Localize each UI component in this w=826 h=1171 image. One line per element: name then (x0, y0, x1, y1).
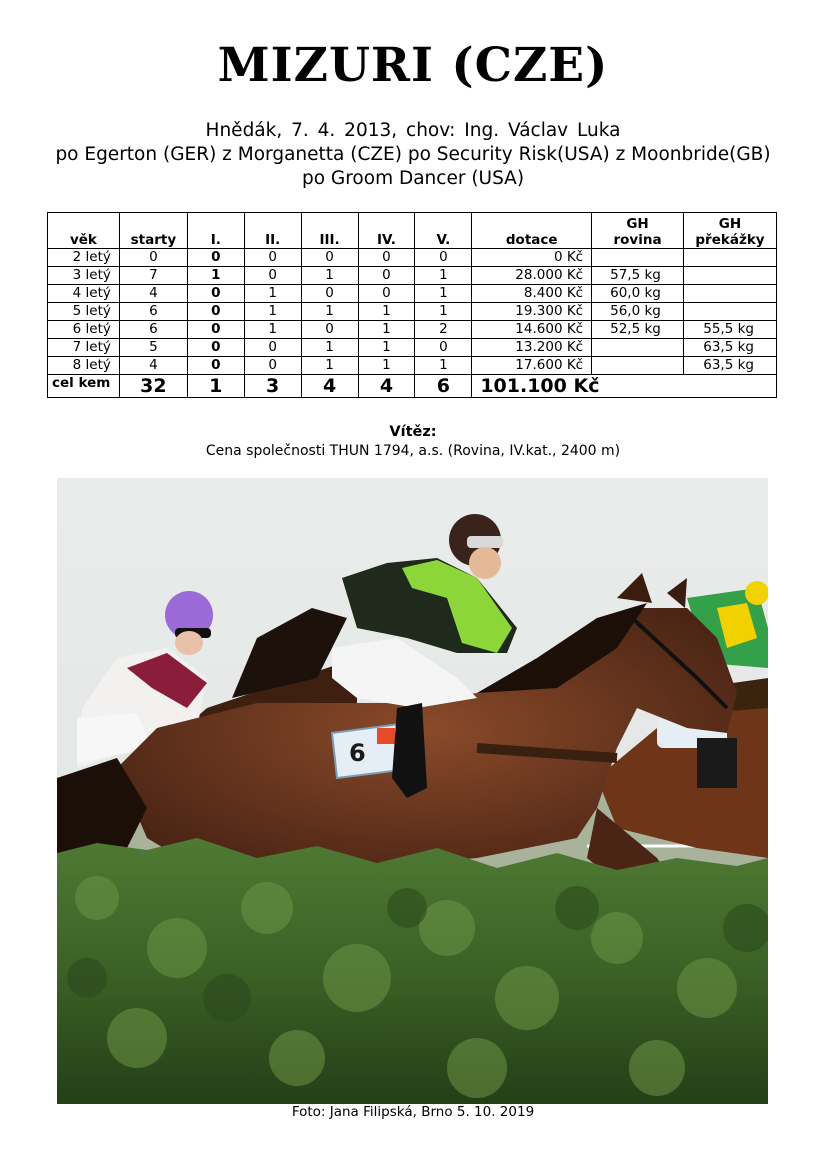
row-money: 0 Kč (472, 249, 592, 267)
header-third: III. (301, 213, 358, 249)
row-age: 8 letý (48, 357, 120, 375)
row-second: 0 (244, 357, 301, 375)
row-gh-flat: 60,0 kg (592, 285, 684, 303)
row-gh-jump: 63,5 kg (683, 357, 776, 375)
row-fourth: 1 (358, 321, 415, 339)
table-row (48, 249, 777, 267)
row-first: 0 (187, 285, 244, 303)
row-second: 0 (244, 339, 301, 357)
row-first: 0 (187, 357, 244, 375)
row-starts: 4 (119, 357, 187, 375)
row-starts: 6 (119, 321, 187, 339)
table-row (48, 267, 777, 285)
row-starts: 6 (119, 303, 187, 321)
row-fifth: 1 (415, 267, 472, 285)
row-gh-flat: 57,5 kg (592, 267, 684, 285)
row-gh-jump: 55,5 kg (683, 321, 776, 339)
row-third: 0 (301, 249, 358, 267)
row-second: 0 (244, 249, 301, 267)
row-starts: 4 (119, 285, 187, 303)
row-fifth: 1 (415, 285, 472, 303)
row-second: 0 (244, 267, 301, 285)
header-fourth: IV. (358, 213, 415, 249)
row-money: 19.300 Kč (472, 303, 592, 321)
table-row (48, 357, 777, 375)
row-age: 2 letý (48, 249, 120, 267)
winner-heading: Vítěz: (389, 424, 437, 440)
row-gh-flat (592, 339, 684, 357)
row-starts: 0 (119, 249, 187, 267)
total-second: 3 (244, 375, 301, 398)
row-first: 0 (187, 321, 244, 339)
pedigree-line: po Egerton (GER) z Morganetta (CZE) po Security Risk(USA) z Moonbride(GB) (55, 144, 771, 165)
horse-name-title: MIZURI (CZE) (217, 38, 609, 93)
row-third: 1 (301, 357, 358, 375)
total-fifth: 6 (415, 375, 472, 398)
row-starts: 5 (119, 339, 187, 357)
table-row (48, 285, 777, 303)
race-record-table (47, 212, 777, 398)
total-fourth: 4 (358, 375, 415, 398)
total-first: 1 (187, 375, 244, 398)
row-second: 1 (244, 285, 301, 303)
row-gh-flat: 52,5 kg (592, 321, 684, 339)
header-gh-flat (592, 213, 684, 249)
row-age: 6 letý (48, 321, 120, 339)
row-fourth: 1 (358, 339, 415, 357)
row-gh-flat: 56,0 kg (592, 303, 684, 321)
row-first: 0 (187, 249, 244, 267)
winner-race: Cena společnosti THUN 1794, a.s. (Rovina, IV.kat., 2400 m) (205, 443, 621, 459)
row-gh-jump (683, 249, 776, 267)
race-photo (57, 478, 768, 1104)
total-third: 4 (301, 375, 358, 398)
row-money: 17.600 Kč (472, 357, 592, 375)
row-fifth: 0 (415, 339, 472, 357)
header-money: dotace (472, 213, 592, 249)
row-age: 4 letý (48, 285, 120, 303)
header-starts: starty (119, 213, 187, 249)
header-first: I. (187, 213, 244, 249)
row-fourth: 0 (358, 267, 415, 285)
header-second: II. (244, 213, 301, 249)
row-gh-flat (592, 357, 684, 375)
row-first: 0 (187, 339, 244, 357)
breeding-info: Hnědák, 7. 4. 2013, chov: Ing. Václav Luka (205, 120, 621, 141)
row-fifth: 0 (415, 249, 472, 267)
row-fourth: 0 (358, 249, 415, 267)
header-gh-jump-line1: GH (718, 216, 742, 232)
total-starts: 32 (119, 375, 187, 398)
table-row (48, 321, 777, 339)
row-money: 28.000 Kč (472, 267, 592, 285)
table-row (48, 339, 777, 357)
header-gh-jump (683, 213, 776, 249)
header-gh-flat-line2: rovina (613, 232, 662, 248)
total-label: cel kem (48, 375, 120, 398)
row-fifth: 1 (415, 357, 472, 375)
header-fifth: V. (415, 213, 472, 249)
steeplechase-photo-illustration (57, 478, 768, 1104)
row-age: 5 letý (48, 303, 120, 321)
row-second: 1 (244, 303, 301, 321)
row-third: 1 (301, 303, 358, 321)
row-starts: 7 (119, 267, 187, 285)
row-money: 13.200 Kč (472, 339, 592, 357)
row-money: 8.400 Kč (472, 285, 592, 303)
row-gh-jump (683, 267, 776, 285)
row-first: 0 (187, 303, 244, 321)
row-third: 1 (301, 339, 358, 357)
row-gh-jump (683, 285, 776, 303)
total-money: 101.100 Kč (472, 375, 777, 398)
row-first: 1 (187, 267, 244, 285)
pedigree-line-continued: po Groom Dancer (USA) (301, 168, 525, 189)
photo-caption: Foto: Jana Filipská, Brno 5. 10. 2019 (291, 1104, 535, 1120)
header-age: věk (48, 213, 120, 249)
row-third: 1 (301, 267, 358, 285)
row-fifth: 2 (415, 321, 472, 339)
row-age: 3 letý (48, 267, 120, 285)
row-third: 0 (301, 321, 358, 339)
row-money: 14.600 Kč (472, 321, 592, 339)
row-second: 1 (244, 321, 301, 339)
saddle-number: 6 (349, 739, 366, 767)
row-third: 0 (301, 285, 358, 303)
row-fourth: 1 (358, 303, 415, 321)
row-gh-jump: 63,5 kg (683, 339, 776, 357)
row-fourth: 1 (358, 357, 415, 375)
row-fifth: 1 (415, 303, 472, 321)
row-fourth: 0 (358, 285, 415, 303)
row-age: 7 letý (48, 339, 120, 357)
row-gh-jump (683, 303, 776, 321)
header-gh-jump-line2: překážky (695, 232, 765, 248)
table-header-row (48, 213, 777, 249)
table-total-row (48, 375, 777, 398)
header-gh-flat-line1: GH (626, 216, 649, 232)
row-gh-flat (592, 249, 684, 267)
table-row (48, 303, 777, 321)
